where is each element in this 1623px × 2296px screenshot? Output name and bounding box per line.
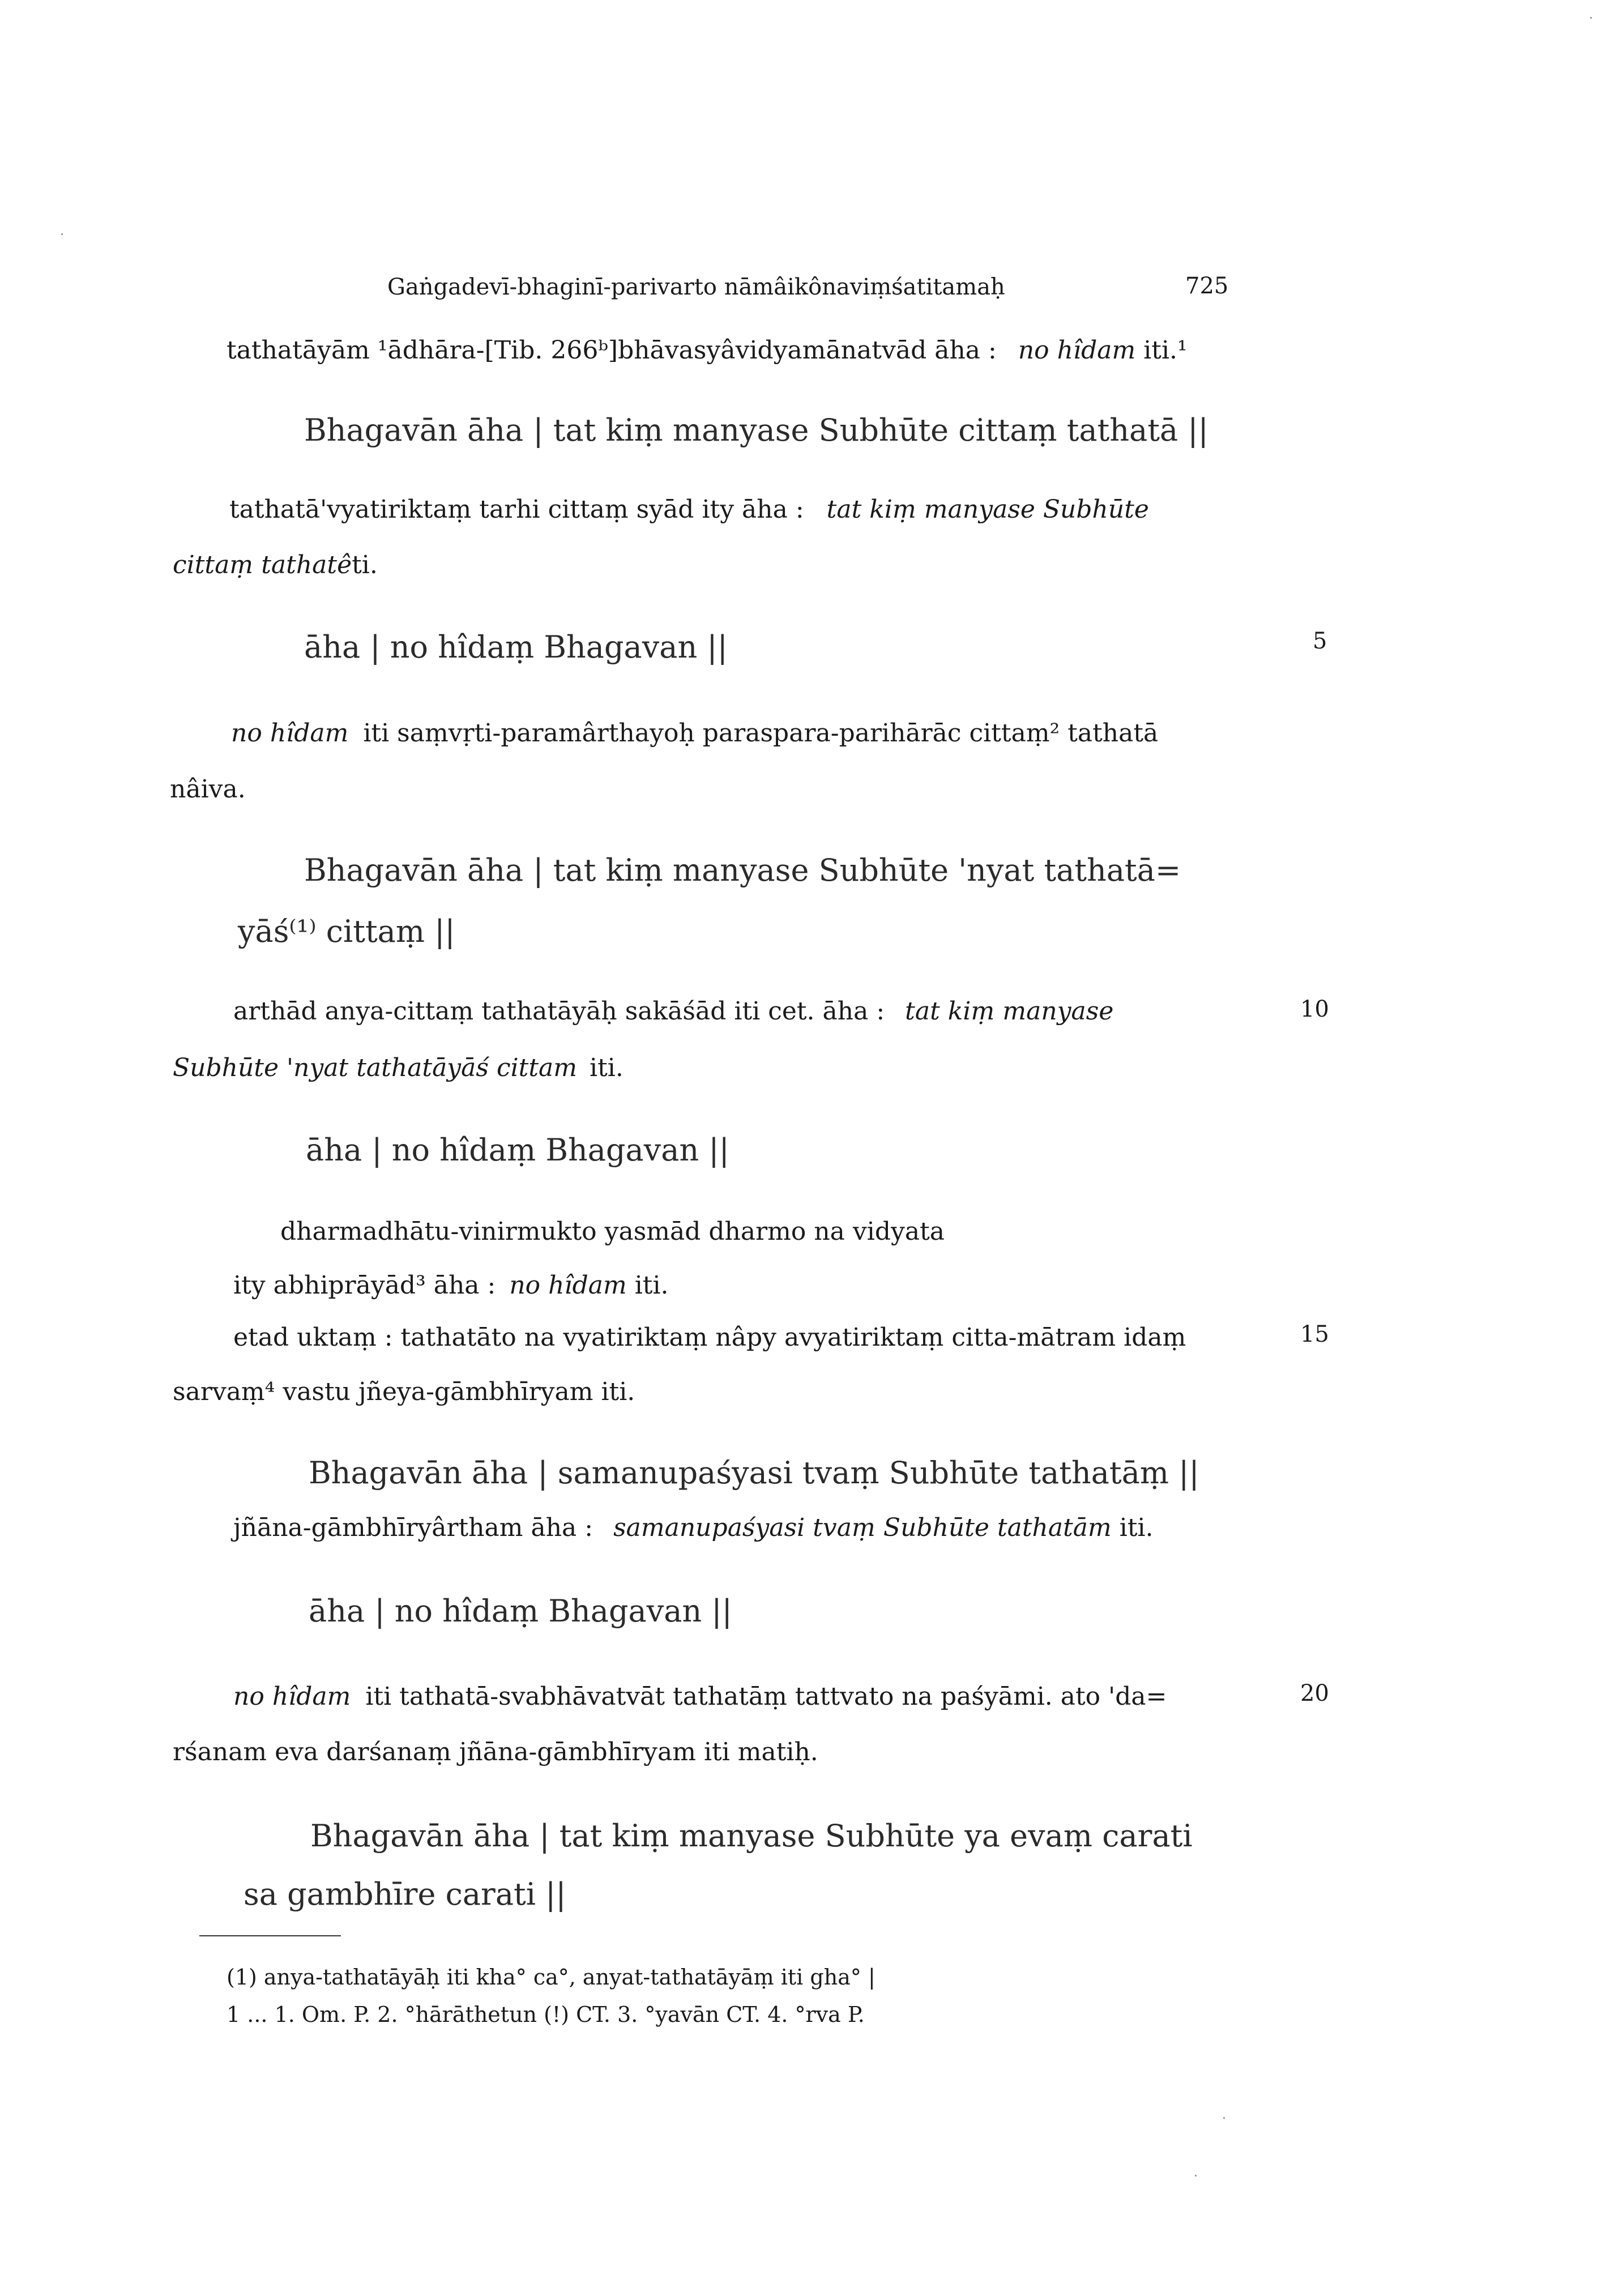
quoted-phrase: no hîdam	[509, 1271, 627, 1300]
quoted-phrase: no hîdam	[233, 1682, 351, 1711]
commentary-line	[173, 550, 378, 579]
commentary-text: tathatāyām ¹ādhāra-[Tib. 266ᵇ]bhāvasyâvidyamānatvād āha :	[227, 336, 997, 365]
commentary-line: etad uktaṃ : tathatāto na vyatiriktaṃ nâpy avyatiriktaṃ citta-mātram idaṃ	[233, 1323, 1186, 1352]
commentary-text: iti.	[634, 1271, 669, 1300]
quoted-phrase: no hîdam	[1018, 336, 1136, 365]
footnote-line: 1 ... 1. Om. P. 2. °hārāthetun (!) CT. 3. °yavān CT. 4. °rva P.	[227, 2002, 865, 2027]
footnote-line: (1) anya-tathatāyāḥ iti kha° ca°, anyat-tathatāyāṃ iti gha° |	[227, 1965, 875, 1990]
quoted-verse: dharmadhātu-vinirmukto yasmād dharmo na vidyata	[280, 1217, 945, 1246]
verse-line: yāś⁽¹⁾ cittaṃ ||	[238, 914, 455, 949]
verse-line: Bhagavān āha | tat kiṃ manyase Subhūte 'nyat tathatā=	[304, 852, 1181, 888]
commentary-line: sarvaṃ⁴ vastu jñeya-gāmbhīryam iti.	[173, 1377, 635, 1406]
commentary-text: iti saṃvṛti-paramârthayoḥ paraspara-parihārāc cittaṃ² tathatā	[363, 719, 1159, 748]
commentary-text: iti tathatā-svabhāvatvāt tathatāṃ tattvato na paśyāmi. ato 'da=	[365, 1682, 1167, 1711]
line-number: 5	[1313, 628, 1327, 654]
line-number: 10	[1300, 996, 1329, 1022]
line-number: 20	[1300, 1680, 1329, 1706]
page-number: 725	[1185, 273, 1229, 299]
quoted-phrase: cittaṃ tathatê	[173, 550, 352, 579]
footnote-rule	[199, 1935, 341, 1936]
verse-line: Bhagavān āha | tat kiṃ manyase Subhūte cittaṃ tathatā ||	[304, 412, 1208, 448]
verse-line: āha | no hîdaṃ Bhagavan ||	[304, 629, 728, 665]
commentary-text: jñāna-gāmbhīryârtham āha :	[233, 1513, 593, 1542]
verse-line: āha | no hîdaṃ Bhagavan ||	[306, 1132, 729, 1168]
commentary-line: rśanam eva darśanaṃ jñāna-gāmbhīryam iti matiḥ.	[173, 1738, 818, 1766]
commentary-line	[227, 338, 1188, 363]
scan-speck	[1223, 2117, 1225, 2119]
commentary-text: ity abhiprāyād³ āha :	[233, 1271, 496, 1300]
commentary-text: tathatā'vyatiriktaṃ tarhi cittaṃ syād ity āha :	[229, 495, 804, 524]
verse-line: āha | no hîdaṃ Bhagavan ||	[309, 1593, 732, 1629]
quoted-phrase: tat kiṃ manyase Subhūte	[826, 495, 1149, 524]
commentary-line	[231, 721, 1158, 746]
commentary-text: iti.¹	[1143, 336, 1188, 365]
commentary-line: nâiva.	[170, 775, 246, 804]
running-title: Gaṅgadevī-bhaginī-parivarto nāmâikônaviṃśatitamaḥ	[387, 274, 1005, 300]
commentary-line	[229, 497, 1149, 522]
quoted-phrase: no hîdam	[231, 719, 349, 748]
commentary-line	[233, 1273, 669, 1298]
commentary-line	[233, 1513, 1154, 1542]
commentary-line	[233, 999, 1113, 1024]
quoted-phrase: Subhūte 'nyat tathatāyāś cittam	[173, 1053, 577, 1082]
verse-line: Bhagavān āha | tat kiṃ manyase Subhūte ya evaṃ carati	[310, 1818, 1193, 1854]
commentary-line	[173, 1053, 623, 1082]
commentary-text: arthād anya-cittaṃ tathatāyāḥ sakāśād iti cet. āha :	[233, 997, 885, 1026]
scan-speck	[1195, 2175, 1197, 2176]
quoted-phrase: samanupaśyasi tvaṃ Subhūte tathatām	[613, 1513, 1112, 1542]
verse-line: sa gambhīre carati ||	[244, 1876, 566, 1912]
commentary-text: iti.	[590, 1053, 623, 1082]
scan-speck	[61, 233, 63, 235]
quoted-phrase: tat kiṃ manyase	[905, 997, 1114, 1026]
line-number: 15	[1300, 1321, 1329, 1347]
scan-speck	[1590, 17, 1592, 19]
verse-line: Bhagavān āha | samanupaśyasi tvaṃ Subhūte tathatāṃ ||	[309, 1455, 1199, 1491]
commentary-line	[233, 1684, 1167, 1709]
commentary-text: ti.	[352, 550, 378, 579]
commentary-text: iti.	[1119, 1513, 1154, 1542]
